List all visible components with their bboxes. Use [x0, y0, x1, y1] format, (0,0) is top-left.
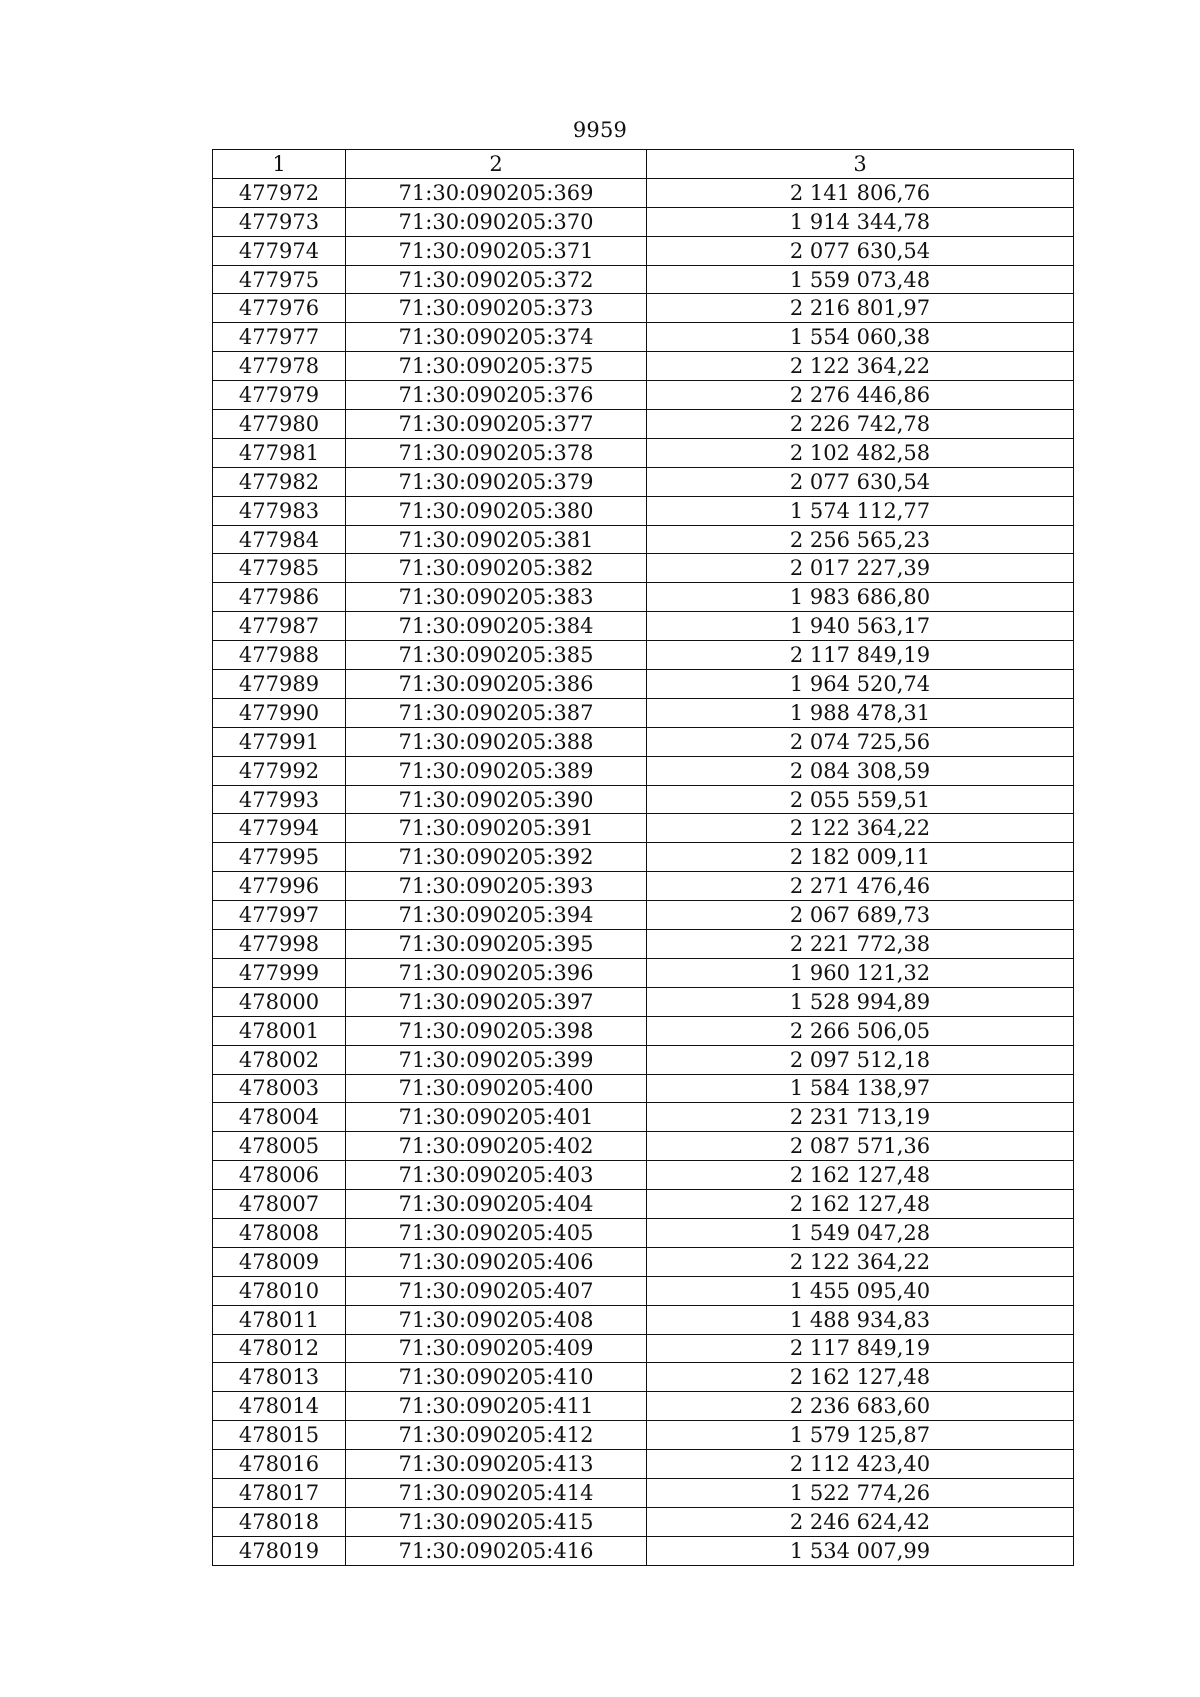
- table-row: [213, 381, 1074, 410]
- cadastral-number-cell: 71:30:090205:415: [346, 1507, 647, 1536]
- cadastral-value-cell: 1 549 047,28: [647, 1218, 1074, 1247]
- cadastral-value-cell: 2 055 559,51: [647, 785, 1074, 814]
- table-row: [213, 843, 1074, 872]
- row-number-cell: 478010: [213, 1276, 346, 1305]
- table-row: [213, 698, 1074, 727]
- row-number-cell: 478011: [213, 1305, 346, 1334]
- cadastral-number-cell: 71:30:090205:393: [346, 872, 647, 901]
- cadastral-value-cell: 1 579 125,87: [647, 1421, 1074, 1450]
- cadastral-value-cell: 2 067 689,73: [647, 901, 1074, 930]
- cadastral-number-cell: 71:30:090205:385: [346, 641, 647, 670]
- table-row: [213, 1478, 1074, 1507]
- cadastral-value-cell: 2 266 506,05: [647, 1016, 1074, 1045]
- cadastral-value-cell: 2 226 742,78: [647, 410, 1074, 439]
- row-number-cell: 477974: [213, 236, 346, 265]
- row-number-cell: 477981: [213, 438, 346, 467]
- cadastral-value-cell: 2 117 849,19: [647, 641, 1074, 670]
- row-number-cell: 478001: [213, 1016, 346, 1045]
- cadastral-value-cell: 1 559 073,48: [647, 265, 1074, 294]
- table-row: [213, 236, 1074, 265]
- cadastral-number-cell: 71:30:090205:409: [346, 1334, 647, 1363]
- table-row: [213, 1450, 1074, 1479]
- column-header-2: 2: [346, 150, 647, 179]
- cadastral-number-cell: 71:30:090205:384: [346, 612, 647, 641]
- cadastral-number-cell: 71:30:090205:416: [346, 1536, 647, 1565]
- table-row: [213, 612, 1074, 641]
- cadastral-number-cell: 71:30:090205:372: [346, 265, 647, 294]
- cadastral-value-cell: 2 276 446,86: [647, 381, 1074, 410]
- cadastral-value-table: [212, 149, 1074, 1566]
- cadastral-value-cell: 2 162 127,48: [647, 1161, 1074, 1190]
- row-number-cell: 477989: [213, 670, 346, 699]
- table-row: [213, 1392, 1074, 1421]
- cadastral-number-cell: 71:30:090205:371: [346, 236, 647, 265]
- cadastral-value-cell: 2 102 482,58: [647, 438, 1074, 467]
- cadastral-number-cell: 71:30:090205:387: [346, 698, 647, 727]
- row-number-cell: 478000: [213, 987, 346, 1016]
- row-number-cell: 477990: [213, 698, 346, 727]
- table-row: [213, 930, 1074, 959]
- table-row: [213, 872, 1074, 901]
- cadastral-number-cell: 71:30:090205:388: [346, 727, 647, 756]
- cadastral-number-cell: 71:30:090205:389: [346, 756, 647, 785]
- table-row: [213, 467, 1074, 496]
- cadastral-number-cell: 71:30:090205:383: [346, 583, 647, 612]
- cadastral-value-cell: 1 960 121,32: [647, 958, 1074, 987]
- cadastral-number-cell: 71:30:090205:376: [346, 381, 647, 410]
- table-row: [213, 583, 1074, 612]
- cadastral-number-cell: 71:30:090205:404: [346, 1190, 647, 1219]
- table-row: [213, 294, 1074, 323]
- cadastral-number-cell: 71:30:090205:411: [346, 1392, 647, 1421]
- cadastral-number-cell: 71:30:090205:414: [346, 1478, 647, 1507]
- cadastral-number-cell: 71:30:090205:399: [346, 1045, 647, 1074]
- cadastral-value-cell: 1 983 686,80: [647, 583, 1074, 612]
- row-number-cell: 477987: [213, 612, 346, 641]
- row-number-cell: 478007: [213, 1190, 346, 1219]
- cadastral-number-cell: 71:30:090205:379: [346, 467, 647, 496]
- table-row: [213, 1305, 1074, 1334]
- cadastral-value-cell: 2 097 512,18: [647, 1045, 1074, 1074]
- table-row: [213, 323, 1074, 352]
- row-number-cell: 477995: [213, 843, 346, 872]
- table-row: [213, 1276, 1074, 1305]
- cadastral-value-cell: 2 122 364,22: [647, 352, 1074, 381]
- table-row: [213, 1421, 1074, 1450]
- cadastral-number-cell: 71:30:090205:410: [346, 1363, 647, 1392]
- table-row: [213, 352, 1074, 381]
- cadastral-value-cell: 2 236 683,60: [647, 1392, 1074, 1421]
- table-body: [213, 178, 1074, 1565]
- column-header-3: 3: [647, 150, 1074, 179]
- table-row: [213, 987, 1074, 1016]
- table-row: [213, 410, 1074, 439]
- table-row: [213, 1218, 1074, 1247]
- row-number-cell: 477980: [213, 410, 346, 439]
- row-number-cell: 477991: [213, 727, 346, 756]
- cadastral-number-cell: 71:30:090205:406: [346, 1247, 647, 1276]
- table-header-row: [213, 150, 1074, 179]
- table-row: [213, 1161, 1074, 1190]
- cadastral-number-cell: 71:30:090205:405: [346, 1218, 647, 1247]
- row-number-cell: 478004: [213, 1103, 346, 1132]
- cadastral-number-cell: 71:30:090205:394: [346, 901, 647, 930]
- table-row: [213, 1045, 1074, 1074]
- row-number-cell: 477999: [213, 958, 346, 987]
- cadastral-number-cell: 71:30:090205:377: [346, 410, 647, 439]
- page-number: 9959: [572, 118, 628, 142]
- cadastral-number-cell: 71:30:090205:369: [346, 178, 647, 207]
- table-row: [213, 1016, 1074, 1045]
- row-number-cell: 478005: [213, 1132, 346, 1161]
- cadastral-value-cell: 2 077 630,54: [647, 467, 1074, 496]
- cadastral-number-cell: 71:30:090205:412: [346, 1421, 647, 1450]
- row-number-cell: 477977: [213, 323, 346, 352]
- cadastral-value-cell: 2 077 630,54: [647, 236, 1074, 265]
- table-row: [213, 1247, 1074, 1276]
- cadastral-number-cell: 71:30:090205:400: [346, 1074, 647, 1103]
- table-row: [213, 756, 1074, 785]
- row-number-cell: 478006: [213, 1161, 346, 1190]
- row-number-cell: 478015: [213, 1421, 346, 1450]
- cadastral-value-cell: 1 534 007,99: [647, 1536, 1074, 1565]
- cadastral-number-cell: 71:30:090205:390: [346, 785, 647, 814]
- cadastral-number-cell: 71:30:090205:413: [346, 1450, 647, 1479]
- row-number-cell: 477988: [213, 641, 346, 670]
- row-number-cell: 477986: [213, 583, 346, 612]
- cadastral-value-cell: 1 964 520,74: [647, 670, 1074, 699]
- table-row: [213, 438, 1074, 467]
- table-row: [213, 554, 1074, 583]
- row-number-cell: 478012: [213, 1334, 346, 1363]
- cadastral-number-cell: 71:30:090205:396: [346, 958, 647, 987]
- row-number-cell: 477972: [213, 178, 346, 207]
- cadastral-value-cell: 1 574 112,77: [647, 496, 1074, 525]
- cadastral-value-cell: 2 246 624,42: [647, 1507, 1074, 1536]
- row-number-cell: 477998: [213, 930, 346, 959]
- cadastral-value-cell: 2 231 713,19: [647, 1103, 1074, 1132]
- cadastral-number-cell: 71:30:090205:408: [346, 1305, 647, 1334]
- cadastral-value-cell: 2 112 423,40: [647, 1450, 1074, 1479]
- cadastral-value-cell: 1 914 344,78: [647, 207, 1074, 236]
- cadastral-number-cell: 71:30:090205:378: [346, 438, 647, 467]
- table-row: [213, 641, 1074, 670]
- cadastral-number-cell: 71:30:090205:392: [346, 843, 647, 872]
- cadastral-number-cell: 71:30:090205:375: [346, 352, 647, 381]
- row-number-cell: 478014: [213, 1392, 346, 1421]
- cadastral-number-cell: 71:30:090205:370: [346, 207, 647, 236]
- row-number-cell: 477978: [213, 352, 346, 381]
- table-row: [213, 958, 1074, 987]
- table-row: [213, 1363, 1074, 1392]
- table-row: [213, 265, 1074, 294]
- table-row: [213, 1074, 1074, 1103]
- cadastral-number-cell: 71:30:090205:382: [346, 554, 647, 583]
- cadastral-value-cell: 2 122 364,22: [647, 1247, 1074, 1276]
- cadastral-value-cell: 1 455 095,40: [647, 1276, 1074, 1305]
- table-row: [213, 496, 1074, 525]
- cadastral-value-cell: 2 162 127,48: [647, 1363, 1074, 1392]
- cadastral-number-cell: 71:30:090205:391: [346, 814, 647, 843]
- row-number-cell: 477993: [213, 785, 346, 814]
- row-number-cell: 478008: [213, 1218, 346, 1247]
- table-row: [213, 1103, 1074, 1132]
- cadastral-number-cell: 71:30:090205:402: [346, 1132, 647, 1161]
- table-row: [213, 1507, 1074, 1536]
- cadastral-value-cell: 2 074 725,56: [647, 727, 1074, 756]
- cadastral-value-cell: 1 940 563,17: [647, 612, 1074, 641]
- column-header-1: 1: [213, 150, 346, 179]
- table-row: [213, 525, 1074, 554]
- row-number-cell: 477982: [213, 467, 346, 496]
- row-number-cell: 478013: [213, 1363, 346, 1392]
- cadastral-value-cell: 1 488 934,83: [647, 1305, 1074, 1334]
- cadastral-value-cell: 2 182 009,11: [647, 843, 1074, 872]
- cadastral-number-cell: 71:30:090205:398: [346, 1016, 647, 1045]
- table-row: [213, 670, 1074, 699]
- cadastral-value-cell: 1 554 060,38: [647, 323, 1074, 352]
- cadastral-number-cell: 71:30:090205:381: [346, 525, 647, 554]
- table-row: [213, 178, 1074, 207]
- row-number-cell: 478018: [213, 1507, 346, 1536]
- table-row: [213, 1190, 1074, 1219]
- cadastral-value-cell: 1 522 774,26: [647, 1478, 1074, 1507]
- row-number-cell: 477996: [213, 872, 346, 901]
- cadastral-value-cell: 2 141 806,76: [647, 178, 1074, 207]
- table-row: [213, 1536, 1074, 1565]
- cadastral-number-cell: 71:30:090205:397: [346, 987, 647, 1016]
- cadastral-value-cell: 2 122 364,22: [647, 814, 1074, 843]
- cadastral-value-cell: 1 988 478,31: [647, 698, 1074, 727]
- cadastral-value-cell: 2 221 772,38: [647, 930, 1074, 959]
- table-row: [213, 727, 1074, 756]
- cadastral-number-cell: 71:30:090205:374: [346, 323, 647, 352]
- cadastral-value-cell: 2 216 801,97: [647, 294, 1074, 323]
- cadastral-value-cell: 1 584 138,97: [647, 1074, 1074, 1103]
- cadastral-number-cell: 71:30:090205:386: [346, 670, 647, 699]
- row-number-cell: 477975: [213, 265, 346, 294]
- row-number-cell: 477983: [213, 496, 346, 525]
- row-number-cell: 478016: [213, 1450, 346, 1479]
- cadastral-number-cell: 71:30:090205:401: [346, 1103, 647, 1132]
- cadastral-value-cell: 2 256 565,23: [647, 525, 1074, 554]
- cadastral-number-cell: 71:30:090205:403: [346, 1161, 647, 1190]
- row-number-cell: 478019: [213, 1536, 346, 1565]
- row-number-cell: 477997: [213, 901, 346, 930]
- row-number-cell: 478009: [213, 1247, 346, 1276]
- table-row: [213, 901, 1074, 930]
- cadastral-number-cell: 71:30:090205:380: [346, 496, 647, 525]
- row-number-cell: 478017: [213, 1478, 346, 1507]
- row-number-cell: 477976: [213, 294, 346, 323]
- row-number-cell: 477984: [213, 525, 346, 554]
- row-number-cell: 477992: [213, 756, 346, 785]
- row-number-cell: 477979: [213, 381, 346, 410]
- cadastral-value-cell: 2 117 849,19: [647, 1334, 1074, 1363]
- cadastral-number-cell: 71:30:090205:373: [346, 294, 647, 323]
- row-number-cell: 477973: [213, 207, 346, 236]
- table-row: [213, 814, 1074, 843]
- row-number-cell: 478002: [213, 1045, 346, 1074]
- row-number-cell: 478003: [213, 1074, 346, 1103]
- table-row: [213, 1334, 1074, 1363]
- row-number-cell: 477994: [213, 814, 346, 843]
- table-row: [213, 785, 1074, 814]
- cadastral-value-cell: 1 528 994,89: [647, 987, 1074, 1016]
- cadastral-value-cell: 2 087 571,36: [647, 1132, 1074, 1161]
- cadastral-value-cell: 2 271 476,46: [647, 872, 1074, 901]
- cadastral-number-cell: 71:30:090205:395: [346, 930, 647, 959]
- cadastral-value-cell: 2 017 227,39: [647, 554, 1074, 583]
- table-row: [213, 1132, 1074, 1161]
- cadastral-number-cell: 71:30:090205:407: [346, 1276, 647, 1305]
- table-row: [213, 207, 1074, 236]
- cadastral-value-cell: 2 084 308,59: [647, 756, 1074, 785]
- row-number-cell: 477985: [213, 554, 346, 583]
- cadastral-value-cell: 2 162 127,48: [647, 1190, 1074, 1219]
